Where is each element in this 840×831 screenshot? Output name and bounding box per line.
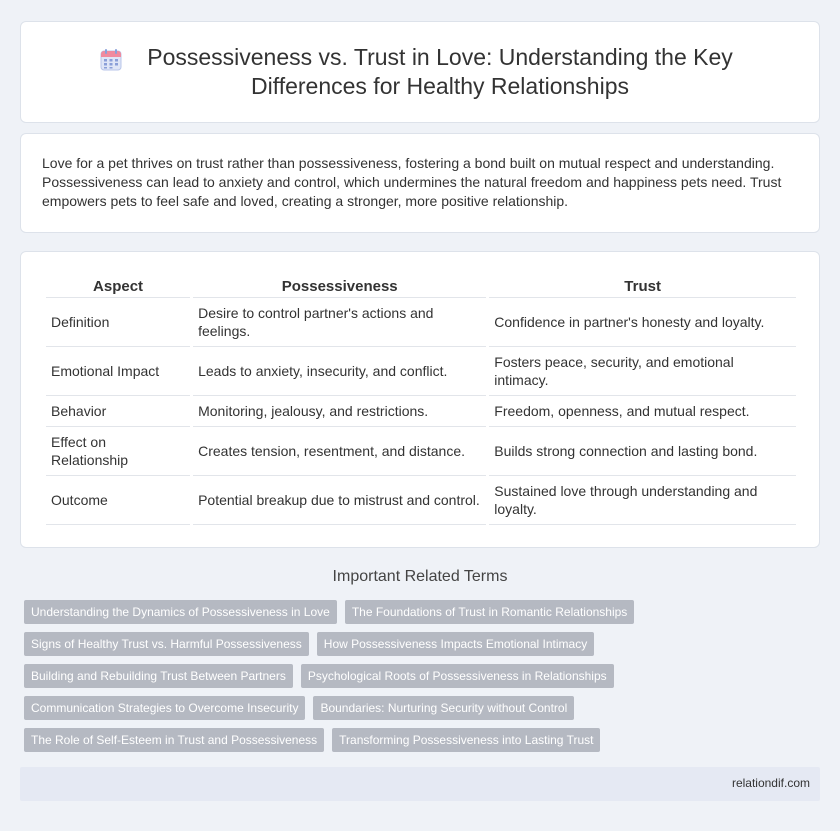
table-cell: Creates tension, resentment, and distance.: [193, 427, 486, 476]
table-cell: Sustained love through understanding and loyalty.: [489, 476, 796, 525]
table-cell: Potential breakup due to mistrust and control.: [193, 476, 486, 525]
table-cell: Outcome: [46, 476, 190, 525]
related-term-tag[interactable]: Boundaries: Nurturing Security without Control: [313, 696, 574, 720]
table-row: [46, 476, 796, 525]
table-cell: Freedom, openness, and mutual respect.: [489, 396, 796, 427]
related-terms-title: Important Related Terms: [332, 568, 508, 585]
related-term-tag[interactable]: Communication Strategies to Overcome Insecurity: [24, 696, 305, 720]
table-cell: Leads to anxiety, insecurity, and conflict.: [193, 347, 486, 396]
related-term-tag[interactable]: The Foundations of Trust in Romantic Relationships: [345, 600, 634, 624]
related-term-tag[interactable]: Understanding the Dynamics of Possessiveness in Love: [24, 600, 337, 624]
intro-card: [20, 133, 820, 233]
table-cell: Effect on Relationship: [46, 427, 190, 476]
comparison-table-card: [20, 251, 820, 548]
related-term-tag[interactable]: Building and Rebuilding Trust Between Partners: [24, 664, 293, 688]
related-term-tag[interactable]: Signs of Healthy Trust vs. Harmful Possessiveness: [24, 632, 309, 656]
comparison-table: [43, 274, 799, 525]
table-row: [46, 427, 796, 476]
table-row: [46, 298, 796, 347]
table-cell: Emotional Impact: [46, 347, 190, 396]
table-cell: Builds strong connection and lasting bond.: [489, 427, 796, 476]
table-header: Trust: [489, 274, 796, 298]
table-header-row: [46, 274, 796, 298]
table-cell: Desire to control partner's actions and feelings.: [193, 298, 486, 347]
table-cell: Fosters peace, security, and emotional intimacy.: [489, 347, 796, 396]
table-header: Possessiveness: [193, 274, 486, 298]
related-term-tag[interactable]: How Possessiveness Impacts Emotional Intimacy: [317, 632, 594, 656]
header-card: [20, 21, 820, 123]
table-cell: Monitoring, jealousy, and restrictions.: [193, 396, 486, 427]
related-terms-list: [24, 600, 804, 760]
table-header: Aspect: [46, 274, 190, 298]
table-row: [46, 347, 796, 396]
table-cell: Confidence in partner's honesty and loyalty.: [489, 298, 796, 347]
page-title: Possessiveness vs. Trust in Love: Understanding the Key Differences for Healthy Relationships: [147, 44, 733, 99]
related-term-tag[interactable]: Psychological Roots of Possessiveness in Relationships: [301, 664, 614, 688]
footer-site-link[interactable]: relationdif.com: [731, 776, 810, 790]
intro-text: Love for a pet thrives on trust rather than possessiveness, fostering a bond built on mutual respect and understanding. Possessiveness can lead to anxiety and control, which undermines the natural freedom and happiness pets need. Trust empowers pets to feel safe and loved, creating a stronger, more positive relationship.: [42, 155, 782, 209]
table-cell: Definition: [46, 298, 190, 347]
table-cell: Behavior: [46, 396, 190, 427]
related-term-tag[interactable]: Transforming Possessiveness into Lasting Trust: [332, 728, 600, 752]
footer: [20, 767, 820, 801]
related-term-tag[interactable]: The Role of Self-Esteem in Trust and Possessiveness: [24, 728, 324, 752]
table-row: [46, 396, 796, 427]
